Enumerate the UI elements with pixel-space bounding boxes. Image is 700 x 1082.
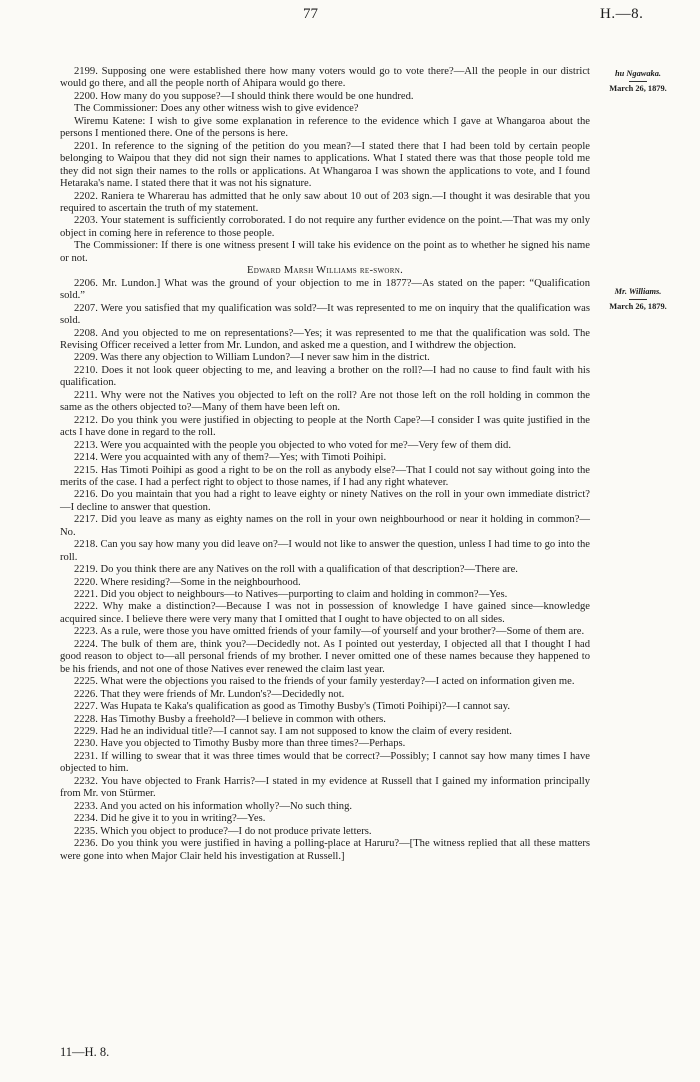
paragraph: 2200. How many do you suppose?—I should think there would be one hundred. xyxy=(74,90,414,102)
paragraph: 2225. What were the objections you raised to the friends of your family yesterday?—I acted on information given me. xyxy=(74,676,575,688)
paragraph: 2223. As a rule, were those you have omitted friends of your family—of yourself and your brother?—Some of them are. xyxy=(74,626,585,638)
margin-note-name: Mr. Williams. xyxy=(614,287,662,296)
margin-note-date: March 26, 1879. xyxy=(609,84,667,93)
paragraph: 2203. Your statement is sufficiently corroborated. I do not require any further evidence on the point.—That was my only object in coming here in reference to those people. xyxy=(60,215,590,239)
paragraph: 2235. Which you object to produce?—I do not produce private letters. xyxy=(74,825,372,837)
paragraph: 2208. And you objected to me on representations?—Yes; it was represented to me that the qualification was sold. The Revising Officer received a letter from Mr. Lundon, and asked me a question, and I withdrew the objection. xyxy=(60,327,590,351)
paragraph: 2219. Do you think there are any Natives on the roll with a qualification of that description?—There are. xyxy=(74,564,518,576)
margin-note-rule xyxy=(629,299,647,300)
margin-note-rule xyxy=(629,81,647,82)
document-reference: H.—8. xyxy=(600,6,644,22)
paragraph: 2217. Did you leave as many as eighty names on the roll in your own neighbourhood or near it holding in common?—No. xyxy=(60,514,590,538)
paragraph: 2232. You have objected to Frank Harris?—I stated in my evidence at Russell that I gained my information principally from Mr. von Stürmer. xyxy=(60,775,590,800)
paragraph: 2228. Has Timothy Busby a freehold?—I believe in common with others. xyxy=(74,713,386,725)
paragraph: 2229. Had he an individual title?—I cannot say. I am not supposed to know the claim of every resident. xyxy=(74,726,512,738)
paragraph: 2215. Has Timoti Poihipi as good a right to be on the roll as anybody else?—That I could not say without going into the merits of the case. I had a perfect right to object to those names, if I had any right whatever. xyxy=(60,464,590,488)
paragraph: 2214. Were you acquainted with any of them?—Yes; with Timoti Poihipi. xyxy=(74,452,387,464)
paragraph: 2233. And you acted on his information wholly?—No such thing. xyxy=(74,800,353,812)
paragraph: 2199. Supposing one were established there how many voters would go to vote there?—All the people in our district would go there, and all the people north of Ahipara would go there. xyxy=(60,66,590,90)
paragraph: 2220. Where residing?—Some in the neighbourhood. xyxy=(74,576,301,588)
paragraph: 2210. Does it not look queer objecting to me, and leaving a brother on the roll?—I had no cause to find fault with his qualification. xyxy=(60,364,590,389)
paragraph: 2224. The bulk of them are, think you?—Decidedly not. As I pointed out yesterday, I objected all that I thought I had good reason to object to—all personal friends of my brother. I never omitted one of these names because they happened to be his friends, and not one of those Natives ever renewed the claim last year. xyxy=(60,638,590,675)
paragraph: 2222. Why make a distinction?—Because I was not in possession of knowledge I have gained since—knowledge acquired since. I believe there were very many that I omitted that I ought to have objected to on all sides. xyxy=(60,601,590,625)
paragraph: Wiremu Katene: I wish to give some explanation in reference to the evidence which I gave at Whangaroa about the persons I mentioned there. One of the persons is here. xyxy=(60,115,590,140)
margin-note-date: March 26, 1879. xyxy=(609,302,667,311)
page-number: 77 xyxy=(303,6,318,22)
paragraph: 2213. Were you acquainted with the people you objected to who voted for me?—Very few of them did. xyxy=(74,439,511,451)
paragraph: 2202. Raniera te Wharerau has admitted that he only saw about 10 out of 203 sign.—I thought it was desirable that you required to ascertain the truth of my statement. xyxy=(60,190,590,214)
paragraph: 2211. Why were not the Natives you objected to left on the roll? Are not those left on the roll holding in common the same as the others objected to?—Many of them have been left on. xyxy=(60,389,590,414)
paragraph: 2236. Do you think you were justified in having a polling-place at Haruru?—[The witness replied that all these matters were gone into when Major Clair held his investigation at Russell.] xyxy=(60,838,590,862)
paragraph: 2227. Was Hupata te Kaka's qualification as good as Timothy Busby's (Timoti Poihipi)?—I cannot say. xyxy=(74,701,511,713)
paragraph: 2206. Mr. Lundon.] What was the ground of your objection to me in 1877?—As stated on the paper: “Qualification sold.” xyxy=(60,277,590,302)
paragraph: 2201. In reference to the signing of the petition do you mean?—I stated there that I had been told by certain people belonging to Waipou that they did not sign their names to applications. What I stated there was that those people told me they did not sign their names to the rolls or applications. At Whangaroa I was shown the applications to vote, and I found Hetaraka's name. I stated there that it was not his signature. xyxy=(60,140,590,190)
witness-heading: Edward Marsh Williams re-sworn. xyxy=(246,265,404,277)
margin-note-name: hu Ngawaka. xyxy=(614,69,662,78)
paragraph: 2209. Was there any objection to William Lundon?—I never saw him in the district. xyxy=(74,352,430,364)
paragraph: 2212. Do you think you were justified in objecting to people at the North Cape?—I consider I was quite justified in the acts I have done in regard to the roll. xyxy=(60,414,590,439)
paragraph: 2207. Were you satisfied that my qualification was sold?—It was represented to me on inquiry that the qualification was sold. xyxy=(60,302,590,327)
paragraph: 2231. If willing to swear that it was three times would that be correct?—Possibly; I cannot say how many times I have objected to him. xyxy=(60,750,590,775)
body-text xyxy=(60,66,590,863)
paragraph: 2221. Did you object to neighbours—to Natives—purporting to claim and holding in common?—Yes. xyxy=(74,589,508,601)
margin-note-williams xyxy=(596,286,680,312)
paragraph: 2230. Have you objected to Timothy Busby more than three times?—Perhaps. xyxy=(74,738,406,750)
paragraph: The Commissioner: Does any other witness wish to give evidence? xyxy=(74,103,359,115)
paragraph: 2216. Do you maintain that you had a right to leave eighty or ninety Natives on the roll in your own immediate district?—I decline to answer that question. xyxy=(60,489,590,513)
paragraph: 2226. That they were friends of Mr. Lundon's?—Decidedly not. xyxy=(74,688,345,700)
footer-signature: 11—H. 8. xyxy=(60,1045,110,1059)
margin-note-ngawaka xyxy=(596,68,680,94)
paragraph: 2234. Did he give it to you in writing?—Yes. xyxy=(74,813,266,825)
paragraph: The Commissioner: If there is one witness present I will take his evidence on the point as to whether he signed his name or not. xyxy=(60,240,590,264)
paragraph: 2218. Can you say how many you did leave on?—I would not like to answer the question, unless I had time to go into the roll. xyxy=(60,539,590,563)
